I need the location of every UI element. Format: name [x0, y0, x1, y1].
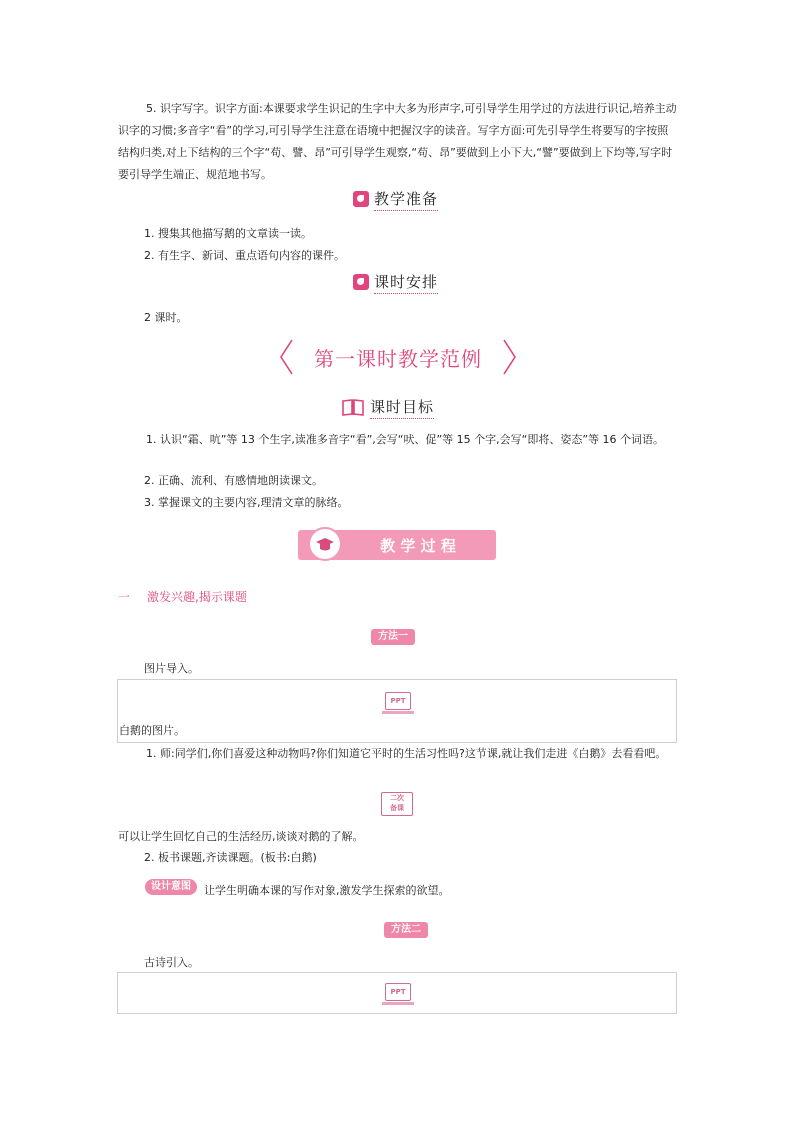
part-title: 激发兴趣,揭示课题 — [147, 590, 247, 604]
heading-text: 课时安排 — [374, 271, 438, 294]
book-icon — [341, 397, 365, 417]
prep-item-2: 2. 有生字、新词、重点语句内容的课件。 — [144, 249, 345, 262]
method1-intro: 图片导入。 — [144, 662, 199, 675]
method-badge-1: 方法一 — [371, 629, 415, 645]
schedule-text: 2 课时。 — [144, 311, 188, 324]
process-banner-label: 教 学 过 程 — [380, 537, 456, 555]
goal-item-3: 3. 掌握课文的主要内容,理清文章的脉络。 — [144, 496, 349, 509]
step-2: 2. 板书课题,齐读课题。(板书:白鹅) — [144, 851, 317, 864]
ppt-icon: PPT — [385, 692, 411, 710]
method-badge-2: 方法二 — [384, 922, 428, 938]
step-1: 1. 师:同学们,你们喜爱这种动物吗?你们知道它平时的生活习性吗?这节课,就让我们走进《白鹅》去看看吧。 — [146, 747, 667, 760]
heading-text: 课时目标 — [370, 396, 434, 419]
prep-item-1: 1. 搜集其他描写鹅的文章读一读。 — [144, 227, 312, 240]
method2-intro: 古诗引入。 — [144, 956, 199, 969]
goal-item-1: 1. 认识“霜、吭”等 13 个生字,读准多音字“看”,会写“吠、促”等 15 个字,会写“即将、姿态”等 16 个词语。 — [146, 433, 665, 446]
ppt-box-1 — [117, 679, 677, 743]
ppt-box-2 — [117, 972, 677, 1014]
goal-item-2: 2. 正确、流利、有感情地朗读课文。 — [144, 474, 323, 487]
section-heading-prep — [353, 188, 438, 210]
second-prep-line2: 备课 — [390, 804, 404, 812]
design-intent-badge: 设计意图 — [145, 879, 197, 895]
ppt-icon: PPT — [385, 983, 411, 1001]
second-prep-icon — [381, 792, 413, 816]
part-number: 一 — [118, 590, 131, 604]
process-banner — [298, 530, 496, 560]
pen-icon — [353, 191, 369, 207]
graduation-cap-icon — [308, 527, 342, 561]
heading-text: 教学准备 — [374, 188, 438, 211]
ppt-caption: 白鹅的图片。 — [119, 724, 185, 737]
intro-paragraph: 5. 识字写字。识字方面:本课要求学生识记的生字中大多为形声字,可引导学生用学过的方法进行识记,培养主动识字的习惯;多音字“看”的学习,可引导学生注意在语境中把握汉字的读音。写字方面:可先引导学生将要写的字按照结构归类,对上下结构的三个字“苟、譬、昂”可引导学生观察,“苟、昂”要做到上小下大,“譬”要做到上下均等,写字时要引导学生端正、规范地书写。 — [118, 102, 677, 181]
second-prep-text: 可以让学生回忆自己的生活经历,谈谈对鹅的了解。 — [118, 830, 364, 843]
pen-icon — [353, 274, 369, 290]
second-prep-line1: 二次 — [390, 794, 404, 802]
section-heading-goals — [341, 396, 434, 418]
design-intent-text: 让学生明确本课的写作对象,激发学生探索的欲望。 — [204, 884, 450, 897]
section-heading-schedule — [353, 271, 438, 293]
lesson-title: 第一课时教学范例 — [314, 347, 482, 371]
